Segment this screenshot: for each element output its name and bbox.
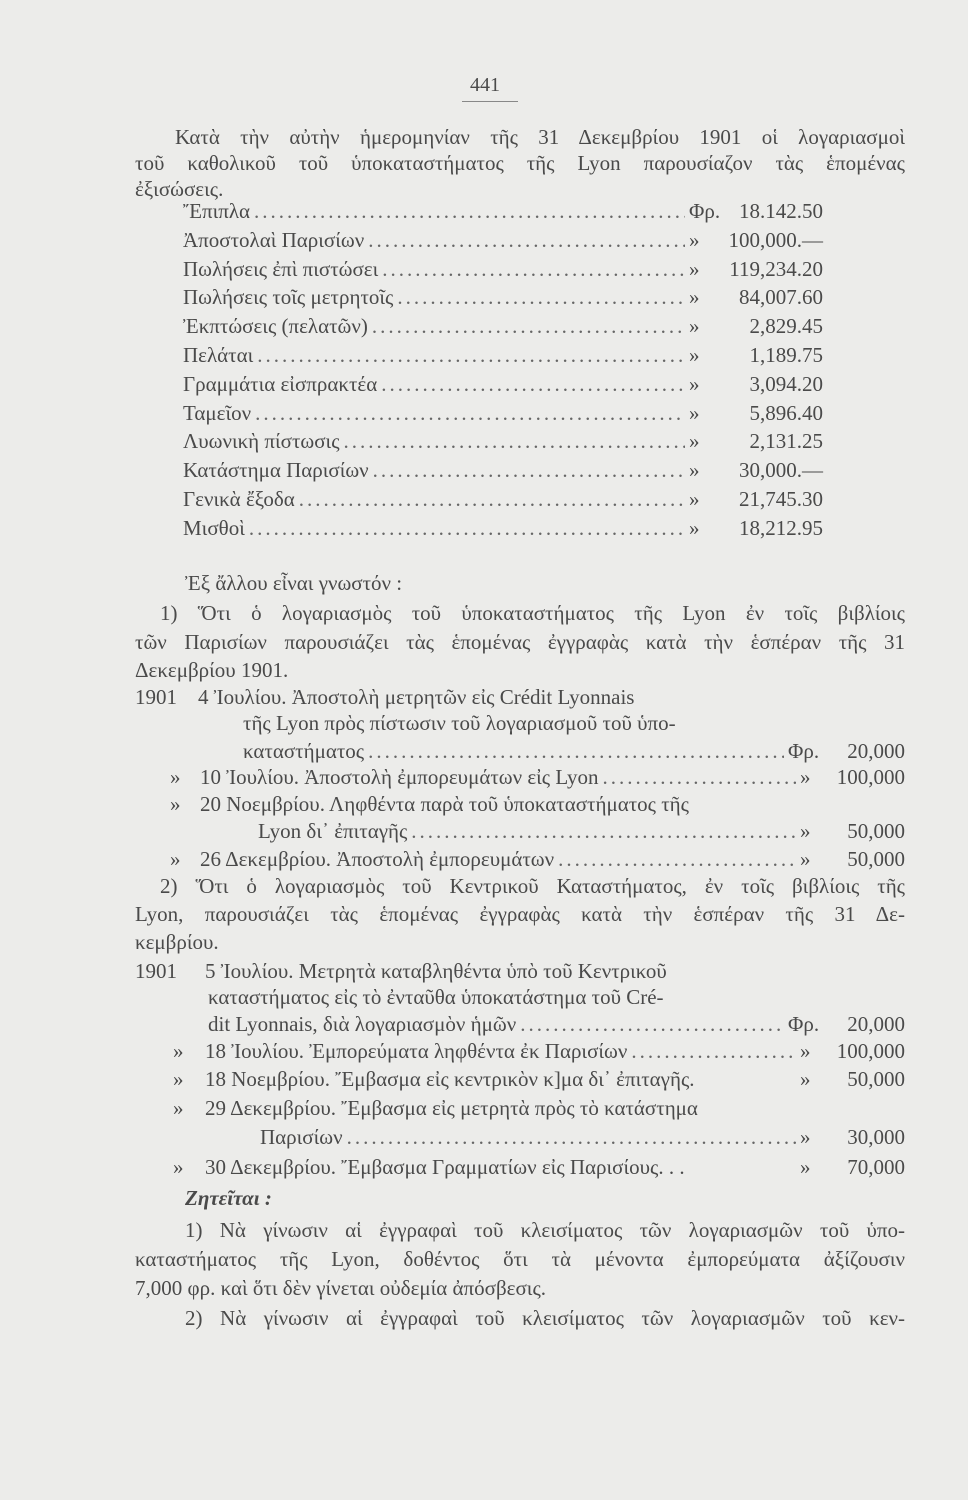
amount: 50,000 bbox=[847, 1067, 905, 1091]
page-number-rule bbox=[462, 101, 518, 102]
currency: » bbox=[800, 847, 811, 871]
entry-text: 26 Δεκεμβρίου. Ἀποστολὴ ἐμπορευμάτων bbox=[200, 847, 555, 871]
dot-leader bbox=[299, 486, 685, 512]
currency: » bbox=[800, 1039, 811, 1063]
entry-text: 4 Ἰουλίου. Ἀποστολὴ μετρητῶν εἰς Crédit Lyonnais bbox=[198, 685, 635, 709]
req2-line: 2) Νὰ γίνωσιν αἱ ἐγγραφαὶ τοῦ κλεισίματος τῶν λογαριασμῶν τοῦ κεν- bbox=[185, 1306, 905, 1330]
dot-leader bbox=[603, 764, 796, 790]
currency: Φρ. bbox=[788, 1012, 820, 1036]
entry-text: dit Lyonnais, διὰ λογαριασμὸν ἡμῶν bbox=[208, 1012, 517, 1036]
entry-text: καταστήματος εἰς τὸ ἐνταῦθα ὑποκατάστημα τοῦ Cré- bbox=[208, 985, 664, 1009]
dot-leader bbox=[249, 515, 685, 541]
entry-text: καταστήματος bbox=[243, 739, 365, 763]
balance-amount: 2,131.25 bbox=[749, 429, 823, 454]
dot-leader bbox=[372, 313, 685, 339]
currency: » bbox=[689, 487, 700, 511]
intro-line: τοῦ καθολικοῦ τοῦ ὑποκαταστήματος τῆς Lyon παρουσίαζον τὰς ἑπομένας bbox=[135, 151, 905, 175]
ditto-mark: » bbox=[173, 1096, 184, 1120]
dot-leader bbox=[368, 227, 685, 253]
currency: » bbox=[800, 1067, 811, 1091]
balance-amount: 18.142.50 bbox=[739, 199, 823, 223]
currency: » bbox=[689, 400, 700, 425]
point2-line: 2) Ὅτι ὁ λογαριασμὸς τοῦ Κεντρικοῦ Καταστήματος, ἐν τοῖς βιβλίοις τῆς bbox=[160, 874, 905, 898]
currency: » bbox=[689, 227, 700, 252]
entry-row bbox=[200, 764, 905, 790]
currency: Φρ. bbox=[689, 199, 721, 223]
balance-row bbox=[183, 515, 823, 541]
balance-amount: 18,212.95 bbox=[739, 515, 823, 540]
entry-year: 1901 bbox=[135, 959, 177, 983]
balance-label: Πωλήσεις τοῖς μετρητοῖς bbox=[183, 285, 394, 310]
dot-leader bbox=[368, 738, 784, 764]
balance-label: Γραμμάτια εἰσπρακτέα bbox=[183, 371, 378, 396]
amount: 100,000 bbox=[836, 765, 905, 789]
entry-text: 30 Δεκεμβρίου. Ἔμβασμα Γραμματίων εἰς Παρισίους. . . bbox=[205, 1155, 685, 1179]
point2-line: κεμβρίου. bbox=[135, 930, 219, 954]
balance-row bbox=[183, 428, 823, 454]
entry-row bbox=[205, 1038, 905, 1064]
balance-label: Μισθοὶ bbox=[183, 515, 245, 540]
currency: » bbox=[689, 343, 700, 367]
balance-row bbox=[183, 342, 823, 368]
currency: » bbox=[689, 256, 700, 281]
balance-amount: 1,189.75 bbox=[749, 343, 823, 367]
entry-row bbox=[208, 1011, 905, 1037]
balance-label: Ἀποστολαὶ Παρισίων bbox=[183, 227, 365, 252]
balance-amount: 30,000.— bbox=[739, 458, 823, 483]
point1-line: 1) Ὅτι ὁ λογαριασμὸς τοῦ ὑποκαταστήματος τῆς Lyon ἐν τοῖς βιβλίοις bbox=[160, 601, 905, 625]
entry-text: Lyon δι᾽ ἐπιταγῆς bbox=[258, 819, 408, 843]
ditto-mark: » bbox=[173, 1067, 184, 1091]
entry-row bbox=[243, 738, 905, 764]
dot-leader bbox=[397, 284, 685, 310]
point1-line: τῶν Παρισίων παρουσιάζει τὰς ἑπομένας ἐγγραφὰς κατὰ τὴν ἑσπέραν τῆς 31 bbox=[135, 630, 905, 654]
balance-amount: 100,000.— bbox=[728, 227, 823, 252]
ditto-mark: » bbox=[170, 765, 181, 789]
point2-line: Lyon, παρουσιάζει τὰς ἑπομένας ἐγγραφὰς κατὰ τὴν ἑσπέραν τῆς 31 Δε- bbox=[135, 902, 905, 926]
entry-text: 29 Δεκεμβρίου. Ἔμβασμα εἰς μετρητὰ πρὸς τὸ κατάστημα bbox=[205, 1096, 698, 1120]
balance-row bbox=[183, 486, 823, 512]
dot-leader bbox=[381, 371, 685, 397]
dot-leader bbox=[520, 1011, 784, 1037]
currency: » bbox=[800, 1155, 811, 1179]
balance-row bbox=[183, 198, 823, 224]
required-heading: Ζητεῖται : bbox=[185, 1186, 272, 1210]
balance-label: Λυωνικὴ πίστωσις bbox=[183, 429, 340, 454]
amount: 30,000 bbox=[847, 1125, 905, 1149]
balance-amount: 2,829.45 bbox=[749, 314, 823, 339]
currency: » bbox=[800, 1125, 811, 1149]
balance-amount: 5,896.40 bbox=[749, 400, 823, 425]
intro-line: ἐξισώσεις. bbox=[135, 177, 224, 201]
amount: 100,000 bbox=[836, 1039, 905, 1063]
dot-leader bbox=[257, 342, 685, 368]
entry-text: Παρισίων bbox=[260, 1125, 343, 1149]
entry-row bbox=[260, 1124, 905, 1150]
entry-text: τῆς Lyon πρὸς πίστωσιν τοῦ λογαριασμοῦ τοῦ ὑπο- bbox=[243, 711, 676, 735]
dot-leader bbox=[382, 256, 685, 282]
dot-leader bbox=[255, 400, 685, 426]
dot-leader bbox=[254, 198, 685, 224]
balance-amount: 3,094.20 bbox=[749, 371, 823, 396]
currency: » bbox=[689, 371, 700, 396]
balance-label: Πωλήσεις ἐπὶ πιστώσει bbox=[183, 256, 379, 281]
balance-label: Ἔπιπλα bbox=[183, 199, 251, 223]
amount: 20,000 bbox=[847, 739, 905, 763]
currency: » bbox=[689, 314, 700, 339]
currency: » bbox=[689, 458, 700, 483]
ditto-mark: » bbox=[170, 847, 181, 871]
ditto-mark: » bbox=[173, 1039, 184, 1063]
balance-amount: 119,234.20 bbox=[729, 256, 823, 281]
balance-label: Ταμεῖον bbox=[183, 400, 252, 425]
balance-label: Γενικὰ ἔξοδα bbox=[183, 487, 295, 511]
amount: 50,000 bbox=[847, 819, 905, 843]
balance-amount: 21,745.30 bbox=[739, 487, 823, 511]
req1-line: 1) Νὰ γίνωσιν αἱ ἐγγραφαὶ τοῦ κλεισίματος τῶν λογαριασμῶν τοῦ ὑπο- bbox=[185, 1218, 905, 1242]
balance-row bbox=[183, 284, 823, 310]
dot-leader bbox=[631, 1038, 796, 1064]
dot-leader bbox=[344, 428, 685, 454]
balance-label: Ἐκπτώσεις (πελατῶν) bbox=[183, 314, 368, 339]
entry-text: 5 Ἰουλίου. Μετρητὰ καταβληθέντα ὑπὸ τοῦ Κεντρικοῦ bbox=[205, 959, 667, 983]
entry-year: 1901 bbox=[135, 685, 177, 709]
currency: » bbox=[689, 429, 700, 454]
entry-row bbox=[205, 1154, 905, 1180]
entry-text: 18 Ἰουλίου. Ἐμπορεύματα ληφθέντα ἐκ Παρισίων bbox=[205, 1039, 628, 1063]
currency: » bbox=[800, 819, 811, 843]
currency: » bbox=[689, 515, 700, 540]
req1-line: καταστήματος τῆς Lyon, δοθέντος ὅτι τὰ μένοντα ἐμπορεύματα ἀξίζουσιν bbox=[135, 1247, 905, 1271]
entry-text: 18 Νοεμβρίου. Ἔμβασμα εἰς κεντρικὸν κ]μα δι᾽ ἐπιταγῆς. bbox=[205, 1067, 695, 1091]
dot-leader bbox=[347, 1124, 796, 1150]
amount: 70,000 bbox=[847, 1155, 905, 1179]
point1-line: Δεκεμβρίου 1901. bbox=[135, 658, 289, 682]
entry-row bbox=[258, 818, 905, 844]
entry-row bbox=[205, 1066, 905, 1092]
dot-leader bbox=[373, 457, 685, 483]
balance-row bbox=[183, 457, 823, 483]
dot-leader bbox=[411, 818, 796, 844]
entry-text: 20 Νοεμβρίου. Ληφθέντα παρὰ τοῦ ὑποκαταστήματος τῆς bbox=[200, 792, 689, 816]
balance-row bbox=[183, 227, 823, 253]
amount: 50,000 bbox=[847, 847, 905, 871]
currency: » bbox=[800, 765, 811, 789]
balance-label: Πελάται bbox=[183, 343, 254, 367]
dot-leader bbox=[558, 846, 796, 872]
balance-row bbox=[183, 256, 823, 282]
currency: Φρ. bbox=[788, 739, 820, 763]
page-number: 441 bbox=[470, 74, 500, 96]
ditto-mark: » bbox=[173, 1155, 184, 1179]
known-heading: Ἐξ ἄλλου εἶναι γνωστόν : bbox=[185, 571, 403, 595]
intro-line: Κατὰ τὴν αὐτὴν ἡμερομηνίαν τῆς 31 Δεκεμβρίου 1901 οἱ λογαριασμοὶ bbox=[175, 125, 905, 149]
req1-line: 7,000 φρ. καὶ ὅτι δὲν γίνεται οὐδεμία ἀπόσβεσις. bbox=[135, 1276, 547, 1300]
balance-label: Κατάστημα Παρισίων bbox=[183, 458, 369, 483]
entry-text: 10 Ἰουλίου. Ἀποστολὴ ἐμπορευμάτων εἰς Lyon bbox=[200, 765, 599, 789]
entry-row bbox=[200, 846, 905, 872]
amount: 20,000 bbox=[847, 1012, 905, 1036]
ditto-mark: » bbox=[170, 792, 181, 816]
balance-row bbox=[183, 313, 823, 339]
balance-row bbox=[183, 371, 823, 397]
balance-amount: 84,007.60 bbox=[739, 285, 823, 310]
balance-row bbox=[183, 400, 823, 426]
currency: » bbox=[689, 285, 700, 310]
